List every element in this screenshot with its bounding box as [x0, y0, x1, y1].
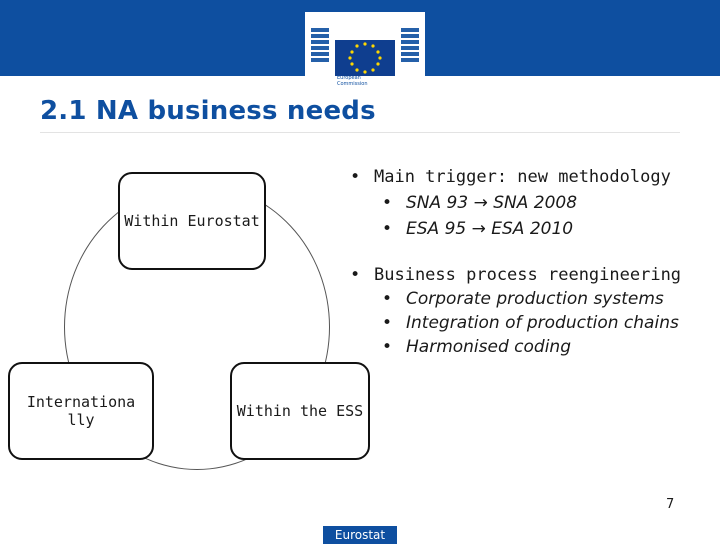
title-divider: [40, 132, 680, 133]
node-within-eurostat: Within Eurostat: [118, 172, 266, 270]
node-within-ess: Within the ESS: [230, 362, 370, 460]
slide-title: 2.1 NA business needs: [40, 96, 376, 126]
bullet-sna: • SNA 93 → SNA 2008: [346, 192, 716, 214]
bullet-list: [346, 166, 716, 358]
bullet-main-trigger: • Main trigger: new methodology: [346, 166, 716, 188]
logo-line-2: Commission: [337, 81, 368, 87]
bullet-integration: • Integration of production chains: [346, 312, 716, 334]
bullet-corporate-systems: • Corporate production systems: [346, 288, 716, 310]
bullet-business-process: • Business process reengineering: [346, 264, 716, 286]
footer-eurostat: Eurostat: [323, 526, 397, 544]
logo-line-1: European: [337, 75, 361, 81]
bullet-esa: • ESA 95 → ESA 2010: [346, 218, 716, 240]
bullet-harmonised-coding: • Harmonised coding: [346, 336, 716, 358]
page-number: 7: [666, 497, 675, 512]
node-internationally: Internationa lly: [8, 362, 154, 460]
logo-caption: [337, 75, 368, 87]
